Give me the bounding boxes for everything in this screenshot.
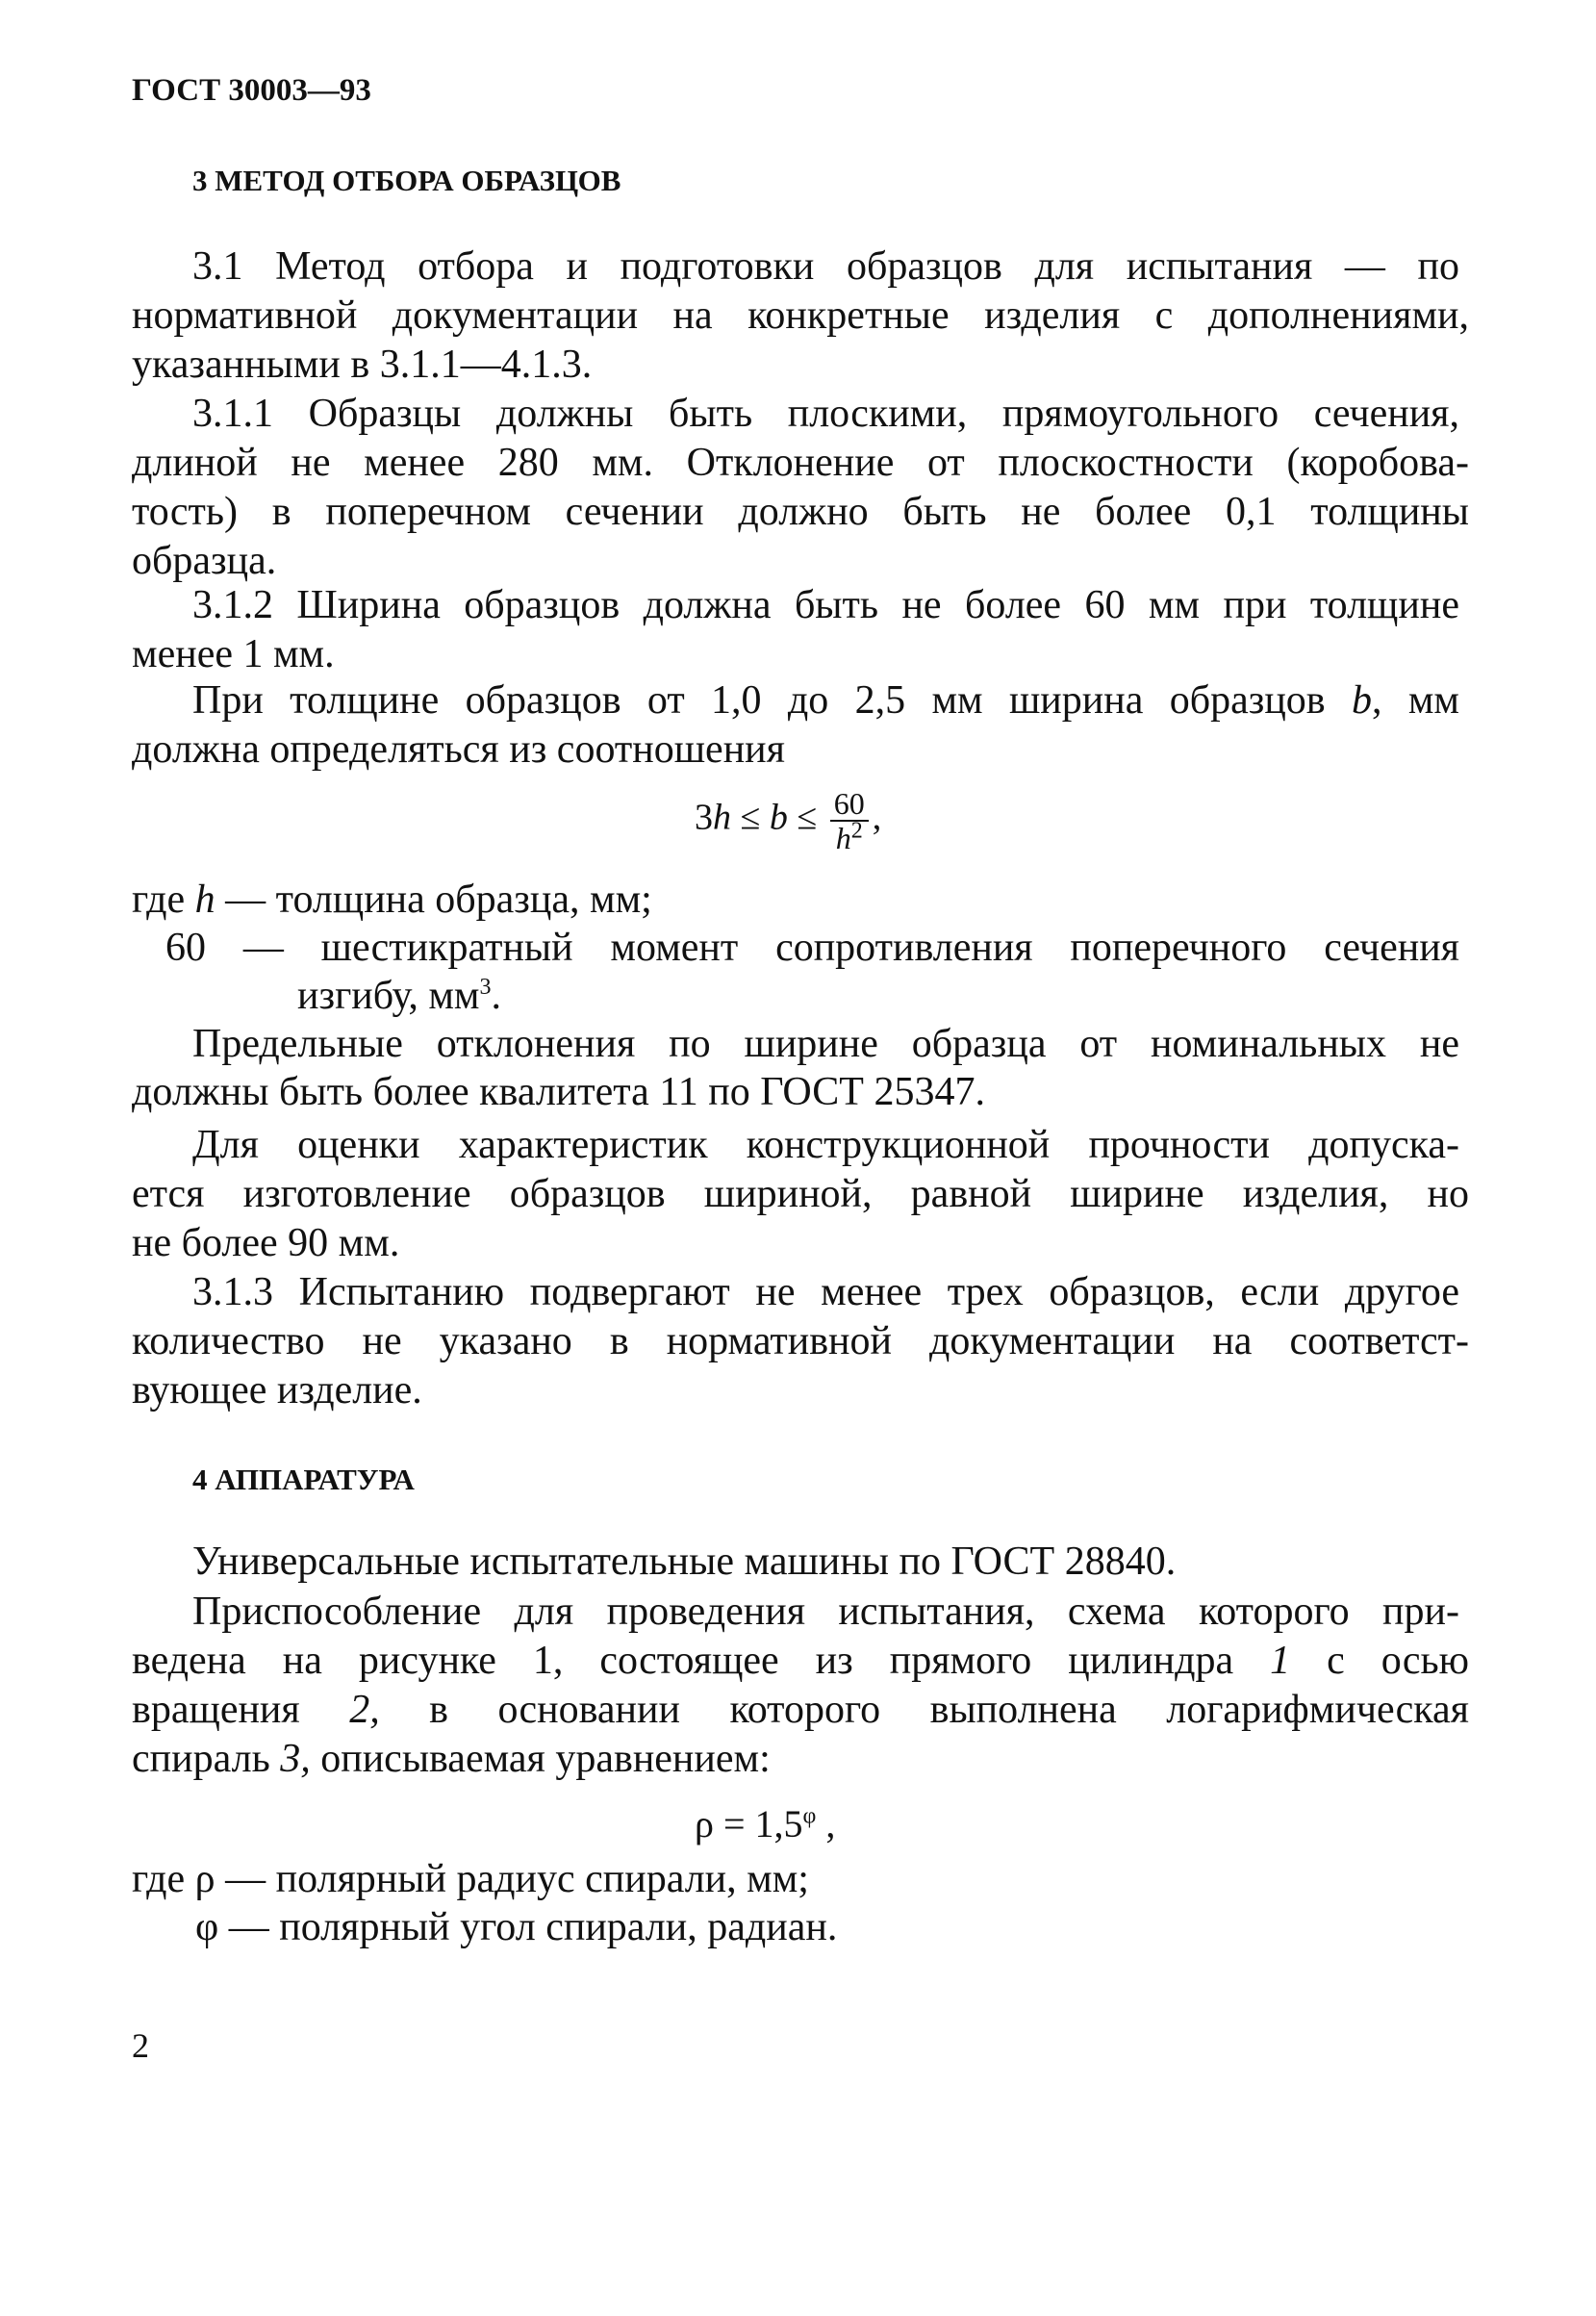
where-60: 60 — шестикратный момент сопротивления поперечного сечения: [165, 926, 1459, 970]
section-4-title: 4 АППАРАТУРА: [192, 1463, 415, 1496]
where-rho: где ρ — полярный радиус спирали, мм;: [132, 1857, 809, 1901]
where-60-cont: изгибу, $мм^3$.: [297, 974, 501, 1018]
where-h: где h — толщина образца, мм;: [132, 878, 652, 922]
where-phi: φ — полярный угол спирали, радиан.: [195, 1905, 838, 1949]
page-number: 2: [132, 2026, 149, 2065]
document-header: ГОСТ 30003—93: [132, 73, 371, 108]
formula-width-ratio: 3h ≤ b ≤ $\frac{60}{h^2}$ ,: [695, 786, 882, 855]
section-3-title: 3 МЕТОД ОТБОРА ОБРАЗЦОВ: [192, 164, 621, 197]
paragraph-machines: Универсальные испытательные машины по ГОСТ 28840.: [192, 1540, 1177, 1584]
formula-spiral: $\rho = 1,5^\varphi$ ,: [695, 1802, 836, 1845]
